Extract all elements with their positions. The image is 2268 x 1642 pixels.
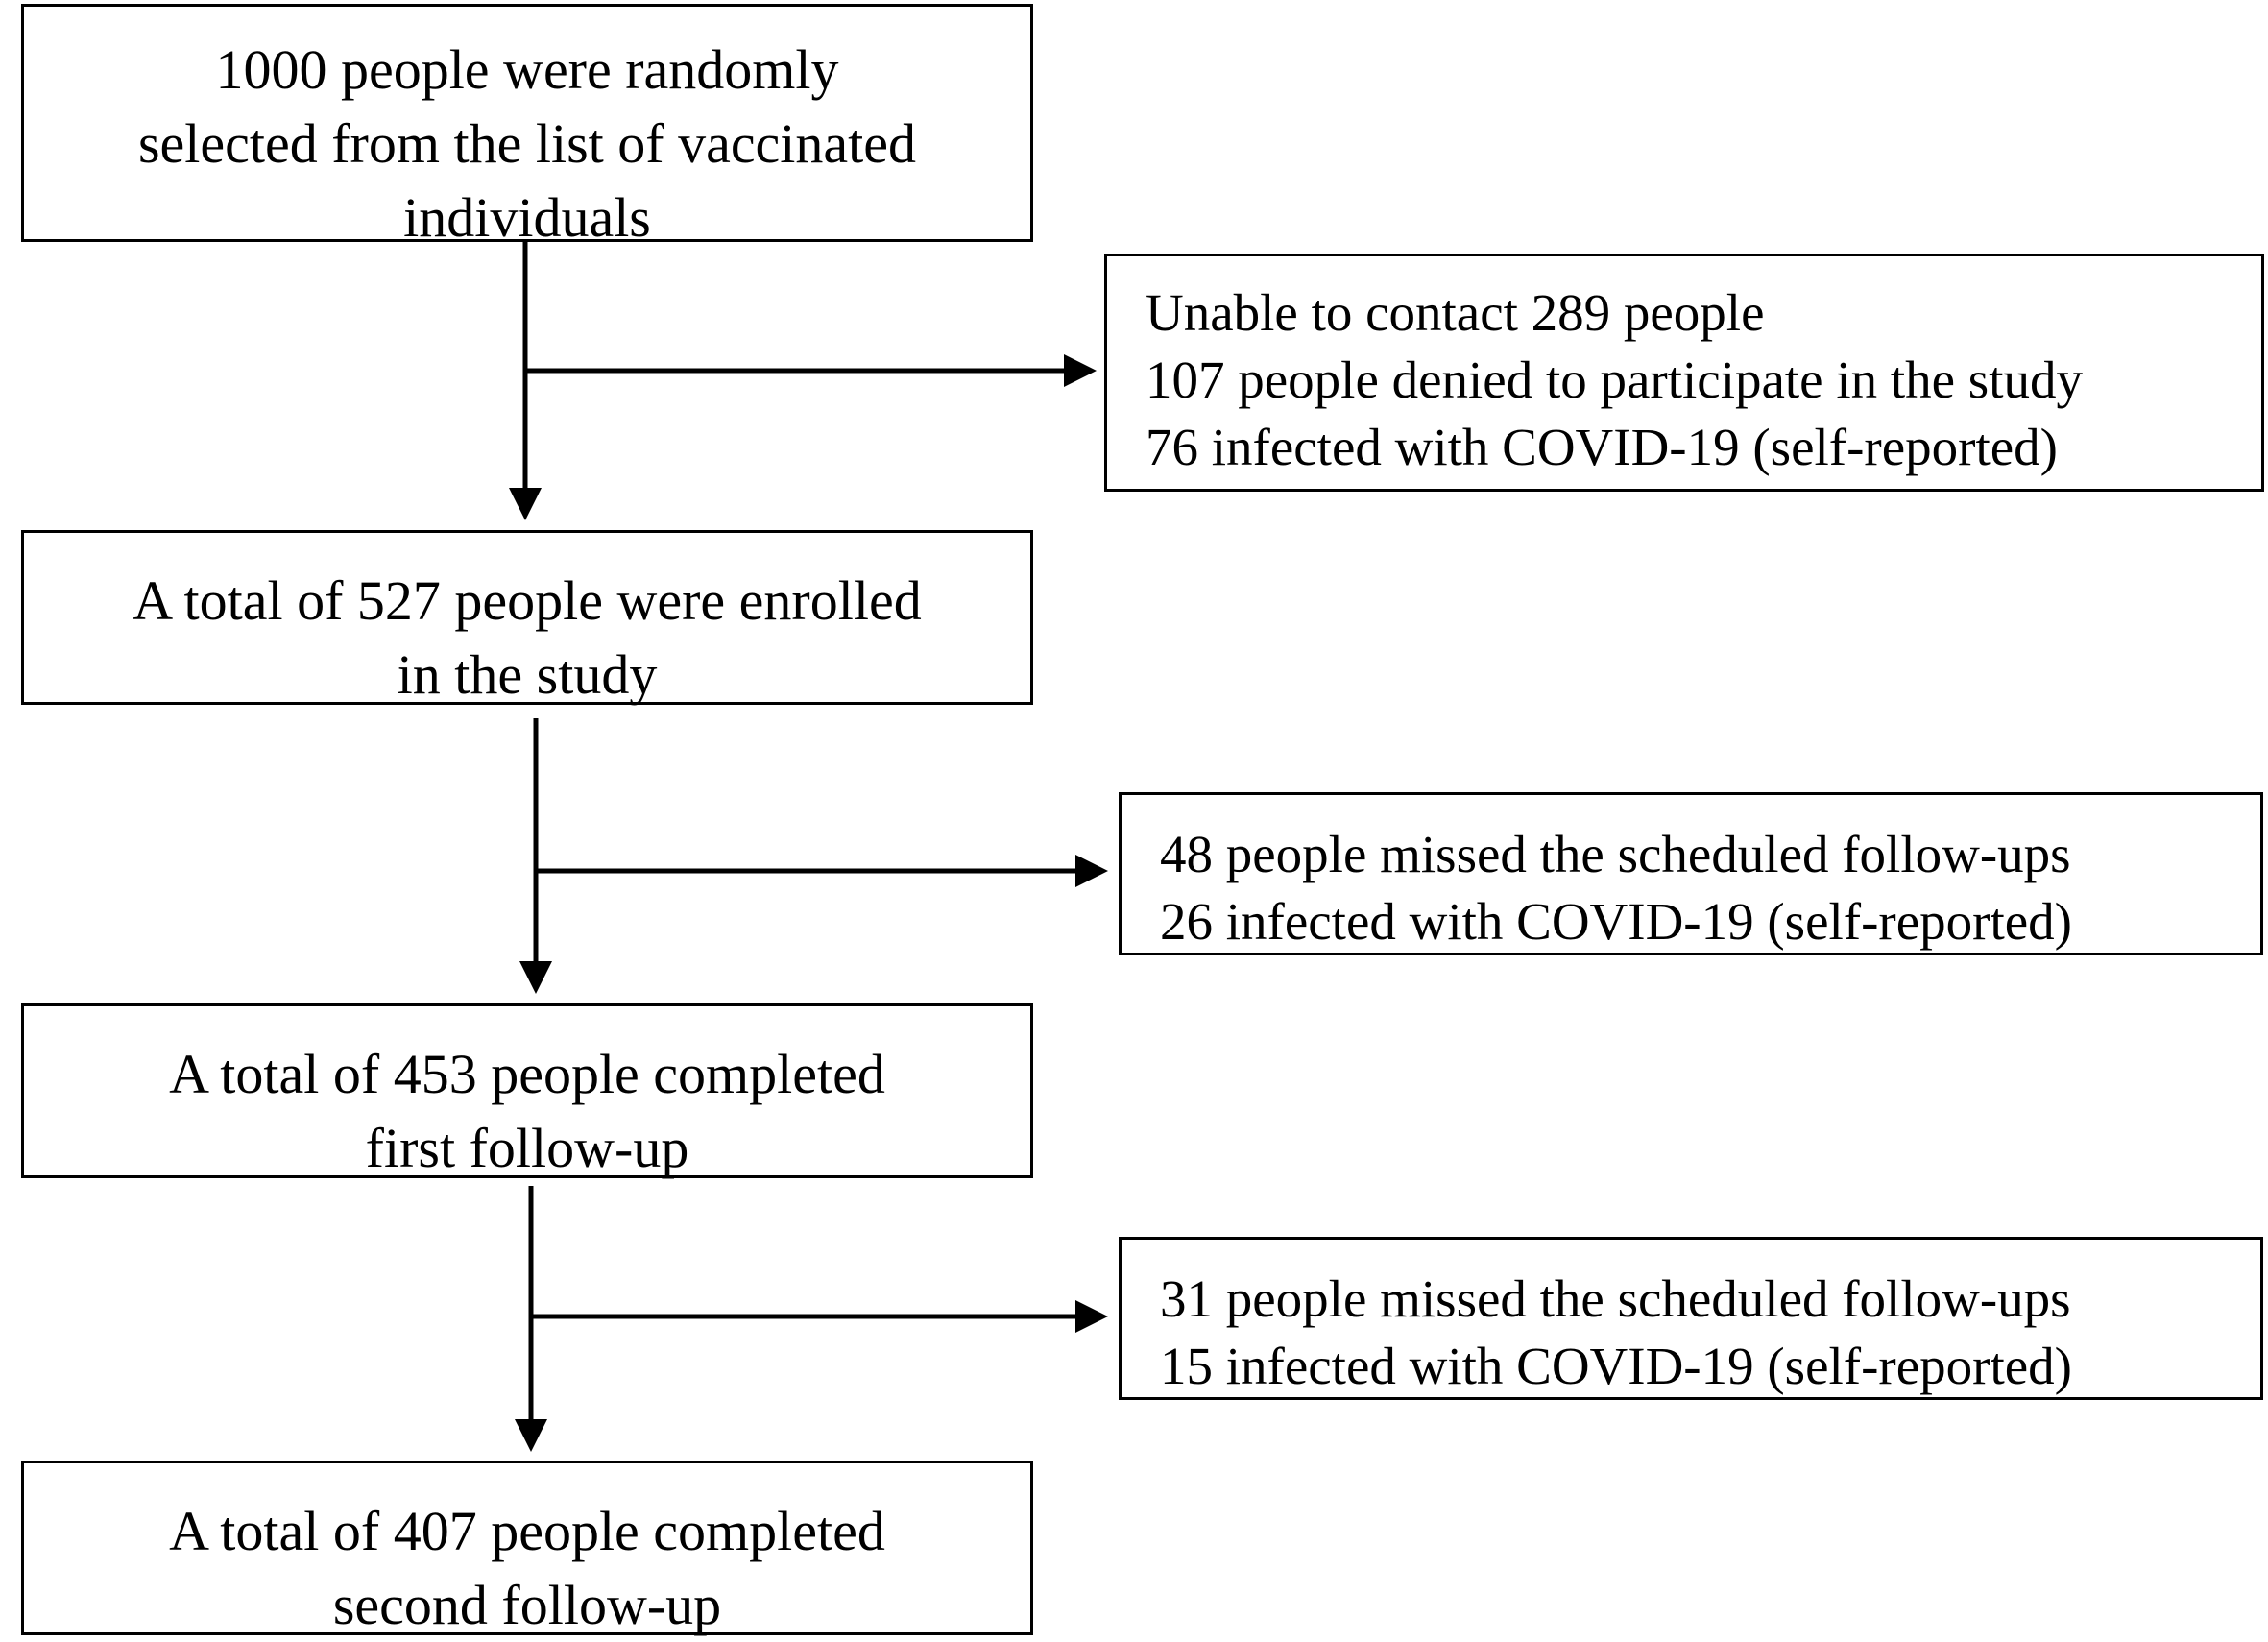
box-text-line: second follow-up [332, 1574, 722, 1636]
exclusion-arrowhead-1 [1064, 354, 1097, 387]
box-text-line: 31 people missed the scheduled follow-ups [1160, 1269, 2071, 1328]
exclusion-arrowhead-3 [1075, 1300, 1108, 1333]
box-text-line: 26 infected with COVID-19 (self-reported) [1160, 892, 2072, 951]
box-text-line: A total of 453 people completed [169, 1043, 885, 1105]
box-text-line: selected from the list of vaccinated [137, 112, 917, 175]
box-text-line: 107 people denied to participate in the study [1146, 350, 2083, 409]
flow-arrowhead-1 [509, 488, 542, 520]
box-enrolled-527 [21, 530, 1033, 705]
box-text-line: individuals [403, 186, 651, 249]
box-text-line: Unable to contact 289 people [1146, 283, 1765, 342]
box-text-line: first follow-up [365, 1117, 689, 1179]
flow-arrowhead-2 [519, 961, 552, 994]
box-text-line: 15 infected with COVID-19 (self-reported) [1160, 1337, 2072, 1395]
box-text-line: 48 people missed the scheduled follow-ups [1160, 825, 2071, 883]
box-exclusion-1 [1104, 254, 2264, 492]
box-selected-1000 [21, 4, 1033, 249]
box-first-followup-453 [21, 1003, 1033, 1178]
box-second-followup-407 [21, 1461, 1033, 1635]
box-text-line: in the study [397, 643, 658, 706]
box-text-line: A total of 527 people were enrolled [133, 569, 922, 632]
box-text-line: 76 infected with COVID-19 (self-reported) [1146, 418, 2058, 476]
box-exclusion-2 [1119, 792, 2263, 955]
box-text-line: 1000 people were randomly [215, 38, 839, 101]
flow-arrowhead-3 [515, 1419, 547, 1452]
box-exclusion-3 [1119, 1237, 2263, 1400]
exclusion-arrowhead-2 [1075, 855, 1108, 887]
box-text-line: A total of 407 people completed [169, 1500, 885, 1562]
